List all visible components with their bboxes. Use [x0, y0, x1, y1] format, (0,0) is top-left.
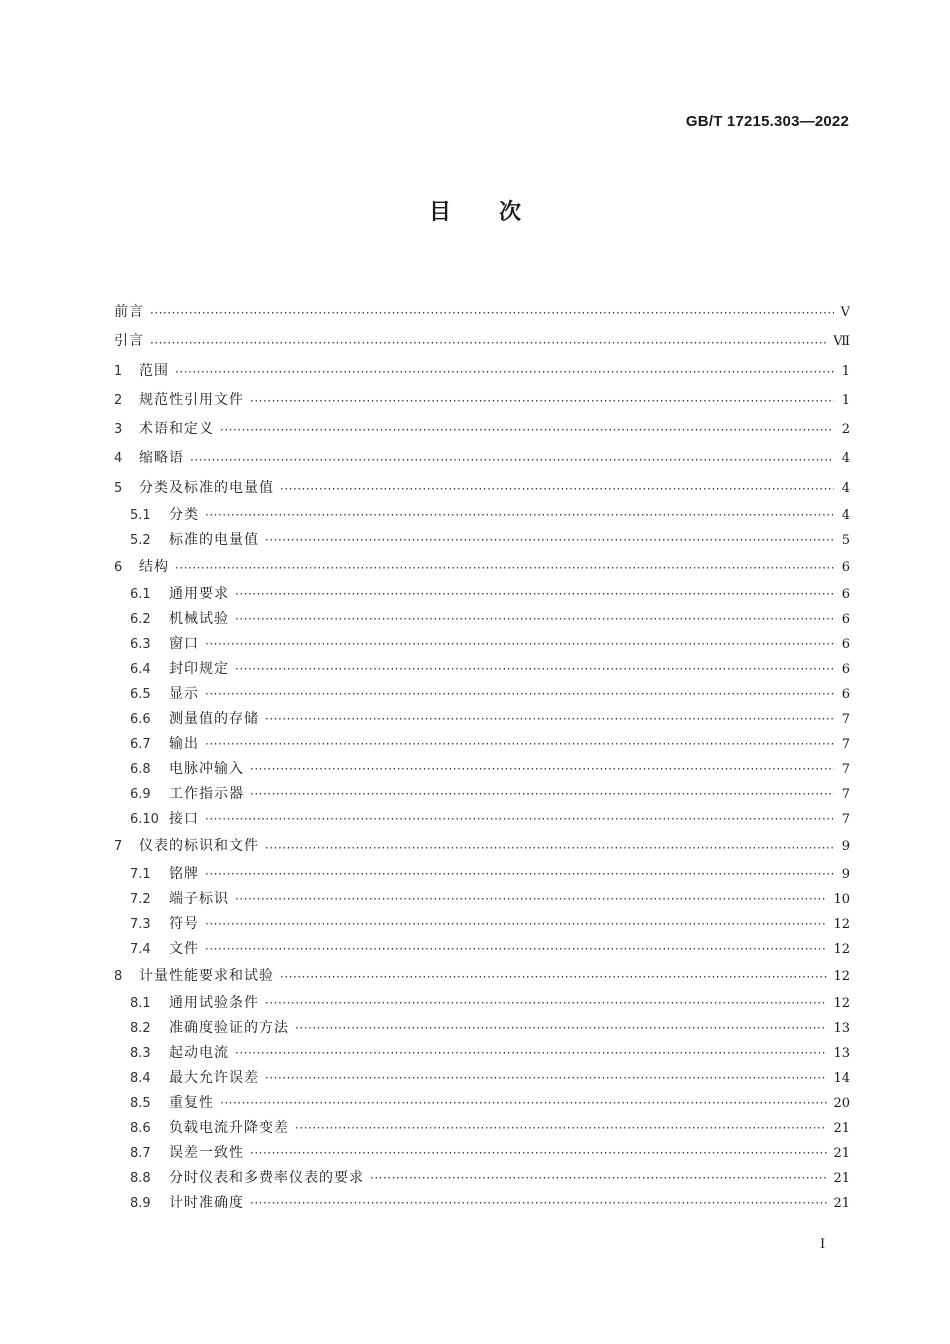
toc-entry-label: 分时仪表和多费率仪表的要求: [169, 1169, 364, 1186]
toc-entry-number: 8.8: [130, 1170, 151, 1186]
toc-leader-dots: [175, 358, 834, 375]
toc-entry-page: 6: [841, 687, 850, 703]
toc-entry-page: 6: [841, 612, 850, 628]
toc-title: 目次: [428, 200, 569, 225]
toc-entry-number: 6.7: [130, 737, 151, 753]
toc-entry-label: 窗口: [169, 636, 199, 653]
toc-entry[interactable]: [114, 912, 850, 937]
toc-entry[interactable]: [114, 1141, 850, 1166]
toc-leader-dots: [265, 834, 834, 851]
toc-entry-page: 5: [841, 533, 850, 549]
toc-entry-page: 6: [841, 587, 850, 603]
toc-entry-number: 7.2: [130, 891, 151, 907]
toc-entry-number: 6.4: [130, 662, 151, 678]
toc-entry[interactable]: [114, 503, 850, 528]
toc-entry-number: 7.1: [130, 866, 151, 882]
toc-entry-page: 21: [833, 1170, 850, 1186]
toc-entry-page: 4: [841, 451, 850, 467]
toc-entry-label: 封印规定: [169, 661, 229, 678]
toc-entry-number: 6: [114, 560, 123, 576]
toc-entry-label: 工作指示器: [169, 786, 244, 803]
toc-entry-number: 3: [114, 422, 123, 438]
toc-entry-page: 2: [841, 422, 850, 438]
toc-entry-label: 起动电流: [169, 1044, 229, 1061]
toc-entry[interactable]: [114, 991, 850, 1016]
toc-entry-number: 7.4: [130, 941, 151, 957]
toc-entry-number: 4: [114, 451, 123, 467]
toc-entry-label: 分类及标准的电量值: [139, 479, 274, 496]
toc-entry-page: 9: [841, 866, 850, 882]
toc-entry-number: 8.1: [130, 995, 151, 1011]
toc-entry[interactable]: [114, 1166, 850, 1191]
toc-entry[interactable]: [114, 386, 850, 415]
toc-entry-label: 术语和定义: [139, 421, 214, 438]
toc-entry-page: 7: [841, 737, 850, 753]
toc-entry[interactable]: [114, 1116, 850, 1141]
toc-entry[interactable]: [114, 632, 850, 657]
toc-leader-dots: [205, 682, 834, 699]
toc-leader-dots: [235, 582, 834, 599]
toc-leader-dots: [175, 554, 834, 571]
toc-leader-dots: [265, 528, 834, 545]
toc-entry[interactable]: [114, 444, 850, 473]
toc-entry-label: 前言: [114, 304, 144, 320]
toc-entry-label: 符号: [169, 915, 199, 932]
toc-entry-page: 6: [841, 637, 850, 653]
toc-entry-page: 7: [841, 762, 850, 778]
toc-entry-label: 负载电流升降变差: [169, 1119, 289, 1136]
toc-entry-label: 电脉冲输入: [169, 761, 244, 778]
toc-entry[interactable]: [114, 1191, 850, 1216]
toc-entry-label: 范围: [139, 362, 169, 379]
toc-leader-dots: [250, 387, 834, 404]
toc-leader-dots: [250, 757, 834, 774]
toc-entry-number: 6.5: [130, 687, 151, 703]
toc-leader-dots: [205, 632, 834, 649]
toc-entry[interactable]: [114, 528, 850, 553]
toc-entry-page: 13: [833, 1020, 850, 1036]
toc-entry-label: 测量值的存储: [169, 711, 259, 728]
toc-leader-dots: [235, 887, 827, 904]
toc-entry-label: 接口: [169, 811, 199, 828]
toc-entry-number: 6.8: [130, 762, 151, 778]
toc-entry-page: 21: [833, 1120, 850, 1136]
toc-entry[interactable]: [114, 1016, 850, 1041]
toc-leader-dots: [190, 446, 834, 463]
toc-entry[interactable]: [114, 962, 850, 991]
toc-entry-number: 8.5: [130, 1095, 151, 1111]
toc-leader-dots: [370, 1166, 827, 1183]
toc-entry-page: 12: [833, 968, 850, 984]
toc-entry-page: Ⅶ: [833, 334, 850, 350]
toc-entry-page: 12: [833, 941, 850, 957]
toc-entry-number: 8.2: [130, 1020, 151, 1036]
toc-leader-dots: [250, 782, 834, 799]
toc-entry-label: 仪表的标识和文件: [139, 838, 259, 855]
toc-leader-dots: [250, 1141, 827, 1158]
toc-entry[interactable]: [114, 682, 850, 707]
toc-leader-dots: [205, 732, 834, 749]
toc-leader-dots: [205, 807, 834, 824]
toc-entry-page: 7: [841, 787, 850, 803]
toc-leader-dots: [280, 963, 827, 980]
toc-entry[interactable]: [114, 1066, 850, 1091]
toc-entry-label: 输出: [169, 736, 199, 753]
toc-entry[interactable]: [114, 862, 850, 887]
toc-leader-dots: [235, 657, 834, 674]
toc-entry-page: 6: [841, 662, 850, 678]
toc-leader-dots: [250, 1191, 827, 1208]
toc-entry[interactable]: [114, 757, 850, 782]
toc-entry[interactable]: [114, 657, 850, 682]
toc-entry[interactable]: [114, 937, 850, 962]
page-number: I: [820, 1237, 826, 1252]
table-of-contents: [114, 298, 850, 1216]
toc-entry[interactable]: [114, 1041, 850, 1066]
toc-leader-dots: [265, 707, 834, 724]
toc-entry-number: 8: [114, 968, 123, 984]
toc-entry-label: 重复性: [169, 1094, 214, 1111]
toc-entry-page: 1: [841, 392, 850, 408]
toc-entry-page: 7: [841, 712, 850, 728]
toc-entry-label: 文件: [169, 940, 199, 957]
toc-entry-page: 6: [841, 560, 850, 576]
toc-entry[interactable]: [114, 415, 850, 444]
toc-entry-label: 标准的电量值: [169, 532, 259, 549]
toc-leader-dots: [235, 1041, 827, 1058]
toc-entry-label: 引言: [114, 333, 144, 350]
toc-entry[interactable]: [114, 607, 850, 632]
toc-entry-number: 8.6: [130, 1120, 151, 1136]
toc-entry[interactable]: [114, 807, 850, 832]
toc-entry-page: 20: [833, 1095, 850, 1111]
toc-entry-number: 5.2: [130, 533, 151, 549]
toc-entry-page: 9: [841, 839, 850, 855]
toc-entry-label: 缩略语: [139, 450, 184, 467]
toc-leader-dots: [265, 991, 827, 1008]
toc-entry-label: 计时准确度: [169, 1194, 244, 1211]
toc-entry-label: 通用试验条件: [169, 994, 259, 1011]
toc-entry-label: 显示: [169, 686, 199, 703]
toc-entry-page: 12: [833, 916, 850, 932]
toc-entry[interactable]: [114, 298, 850, 327]
toc-leader-dots: [295, 1016, 827, 1033]
toc-entry-page: 7: [841, 812, 850, 828]
toc-entry-number: 6.1: [130, 587, 151, 603]
toc-entry-page: 10: [833, 891, 850, 907]
toc-leader-dots: [150, 299, 834, 316]
toc-leader-dots: [205, 503, 834, 520]
toc-entry-page: 4: [841, 508, 850, 524]
toc-entry[interactable]: [114, 732, 850, 757]
toc-entry-label: 准确度验证的方法: [169, 1019, 289, 1036]
toc-entry-label: 误差一致性: [169, 1144, 244, 1161]
toc-entry[interactable]: [114, 582, 850, 607]
toc-entry-label: 分类: [169, 507, 199, 524]
toc-leader-dots: [220, 416, 834, 433]
toc-entry-page: 21: [833, 1145, 850, 1161]
toc-entry-number: 6.3: [130, 637, 151, 653]
toc-entry-number: 2: [114, 392, 123, 408]
toc-entry[interactable]: [114, 357, 850, 386]
toc-entry-label: 最大允许误差: [169, 1069, 259, 1086]
toc-entry[interactable]: [114, 474, 850, 503]
toc-entry-label: 规范性引用文件: [139, 391, 244, 408]
toc-entry-number: 6.2: [130, 612, 151, 628]
toc-entry[interactable]: [114, 327, 850, 356]
toc-entry-number: 8.9: [130, 1195, 151, 1211]
toc-entry-number: 5.1: [130, 508, 151, 524]
toc-leader-dots: [280, 475, 834, 492]
toc-entry-label: 计量性能要求和试验: [139, 967, 274, 984]
toc-entry[interactable]: [114, 887, 850, 912]
toc-entry-number: 7: [114, 839, 123, 855]
toc-entry-number: 1: [114, 363, 123, 379]
toc-entry[interactable]: [114, 782, 850, 807]
toc-entry[interactable]: [114, 553, 850, 582]
standard-number: GB/T 17215.303—2022: [685, 113, 849, 130]
toc-leader-dots: [150, 329, 827, 346]
toc-entry-number: 8.7: [130, 1145, 151, 1161]
toc-entry-number: 8.4: [130, 1070, 151, 1086]
toc-entry-page: 13: [833, 1045, 850, 1061]
toc-entry-page: 12: [833, 995, 850, 1011]
toc-leader-dots: [205, 937, 827, 954]
toc-entry-number: 8.3: [130, 1045, 151, 1061]
toc-entry[interactable]: [114, 832, 850, 861]
toc-leader-dots: [205, 862, 834, 879]
toc-entry-label: 通用要求: [169, 586, 229, 603]
toc-entry-page: 4: [841, 480, 850, 496]
toc-entry-label: 铭牌: [169, 865, 199, 882]
toc-entry-label: 端子标识: [169, 890, 229, 907]
toc-entry-page: 14: [833, 1070, 850, 1086]
toc-entry[interactable]: [114, 1091, 850, 1116]
toc-entry-label: 结构: [139, 559, 169, 576]
toc-leader-dots: [220, 1091, 827, 1108]
toc-entry-page: 1: [841, 363, 850, 379]
toc-entry[interactable]: [114, 707, 850, 732]
toc-entry-number: 6.10: [130, 812, 159, 828]
toc-leader-dots: [205, 912, 827, 929]
toc-leader-dots: [265, 1066, 827, 1083]
toc-entry-number: 5: [114, 480, 123, 496]
toc-entry-number: 6.6: [130, 712, 151, 728]
toc-entry-page: 21: [833, 1195, 850, 1211]
toc-entry-number: 7.3: [130, 916, 151, 932]
toc-entry-page: Ⅴ: [840, 305, 850, 320]
toc-entry-number: 6.9: [130, 787, 151, 803]
toc-leader-dots: [235, 607, 834, 624]
toc-entry-label: 机械试验: [169, 611, 229, 628]
toc-leader-dots: [295, 1116, 827, 1133]
